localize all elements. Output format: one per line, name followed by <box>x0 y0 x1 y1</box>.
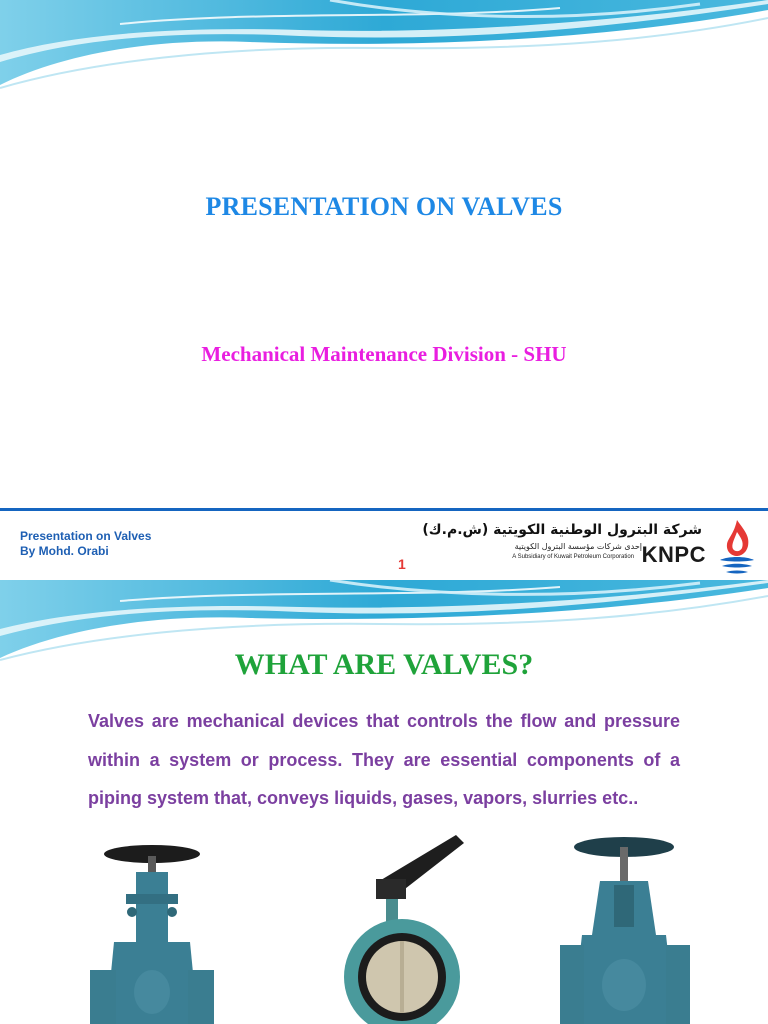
logo-arabic-subtitle: إحدى شركات مؤسسة البترول الكويتية <box>514 542 642 551</box>
flame-icon <box>714 518 760 576</box>
slide-2 <box>0 580 768 1024</box>
footer-line-1: Presentation on Valves <box>20 529 152 543</box>
slide-title: PRESENTATION ON VALVES <box>205 192 563 221</box>
gate-valve-image <box>90 842 220 1024</box>
slide-footer <box>0 508 768 580</box>
footer-line-2: By Mohd. Orabi <box>20 544 109 558</box>
footer-divider <box>0 508 768 511</box>
slide-body-text: Valves are mechanical devices that controls the flow and pressure within a system or process. They are essential components of a piping system that, conveys liquids, gases, vapors, slurries etc.. <box>88 711 680 808</box>
slide-subtitle: Mechanical Maintenance Division - SHU <box>201 342 567 366</box>
logo-arabic-name: شركة البترول الوطنية الكويتية (ش.م.ك) <box>422 522 702 538</box>
header-wave <box>0 0 768 95</box>
slide-title: WHAT ARE VALVES? <box>234 648 534 681</box>
globe-valve-image <box>560 835 690 1024</box>
footer-credits <box>20 529 151 559</box>
butterfly-valve-image <box>336 835 468 1024</box>
knpc-logo <box>422 518 762 578</box>
page-number: 1 <box>398 556 406 572</box>
logo-brand: KNPC <box>641 542 706 567</box>
logo-english-subtitle: A Subsidiary of Kuwait Petroleum Corporation <box>512 554 634 560</box>
